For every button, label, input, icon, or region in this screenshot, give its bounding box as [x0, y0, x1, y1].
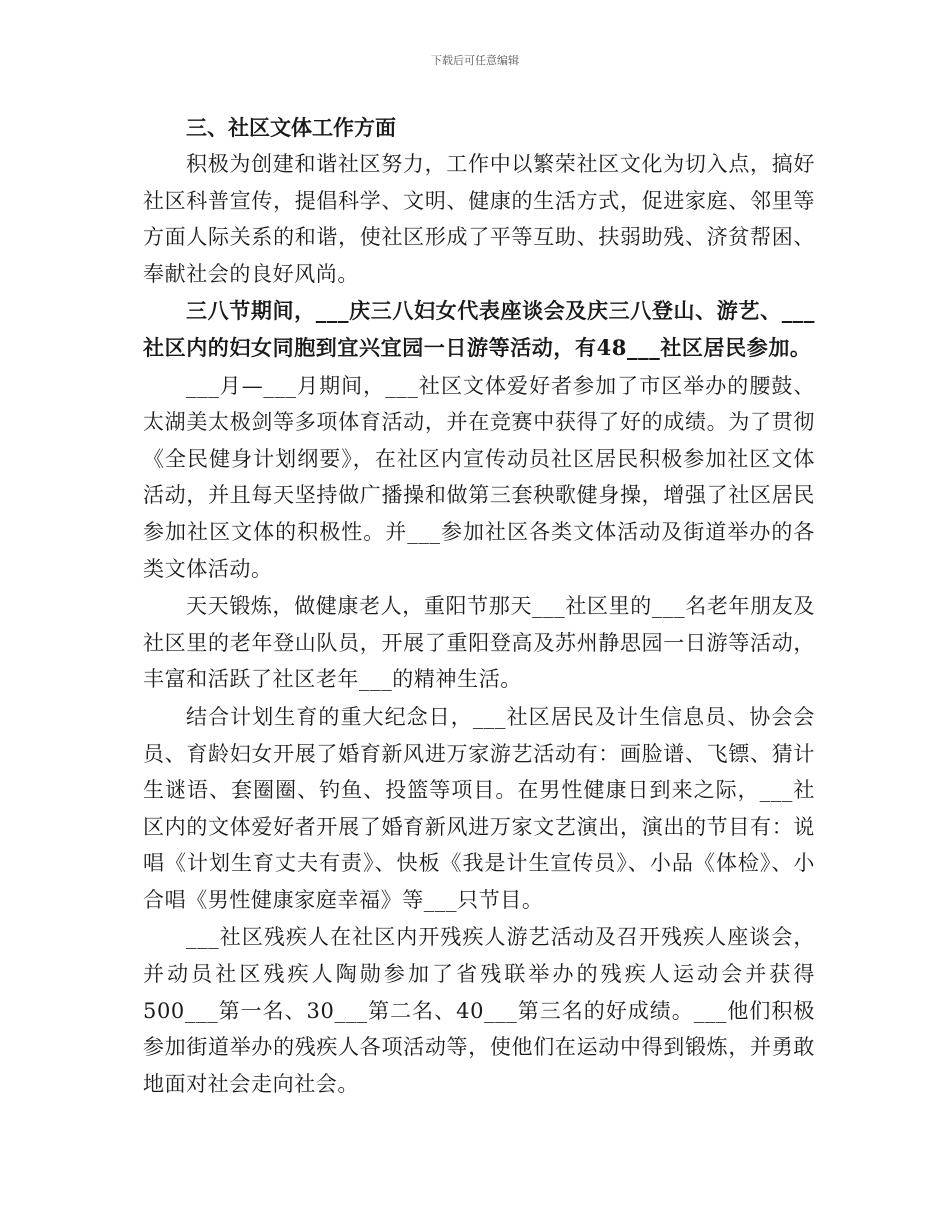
document-body [143, 109, 815, 1102]
paragraph-elderly-activities: 天天锻炼，做健康老人，重阳节那天___社区里的___名老年朋友及社区里的老年登山队员，开展了重阳登高及苏州静思园一日游等活动，丰富和活跃了社区老年___的精神生活。 [143, 594, 815, 692]
section-heading: 三、社区文体工作方面 [186, 115, 396, 140]
paragraph-intro: 积极为创建和谐社区努力，工作中以繁荣社区文化为切入点，搞好社区科普宣传，提倡科学、文明、健康的生活方式，促进家庭、邻里等方面人际关系的和谐，使社区形成了平等互助、扶弱助残、济贫帮困、奉献社会的良好风尚。 [143, 152, 815, 286]
page-header: 下载后可任意编辑 [431, 54, 519, 67]
paragraph-disabled-activities: ___社区残疾人在社区内开残疾人游艺活动及召开残疾人座谈会，并动员社区残疾人陶勋参加了省残联举办的残疾人运动会并获得500___第一名、30___第二名、40___第三名的好成绩。___他们积极参加街道举办的残疾人各项活动等，使他们在运动中得到锻炼，并勇敢地面对社会走向社会。 [143, 925, 815, 1096]
paragraph-family-planning: 结合计划生育的重大纪念日，___社区居民及计生信息员、协会会员、育龄妇女开展了婚育新风进万家游艺活动有：画脸谱、飞镖、猜计生谜语、套圈圈、钓鱼、投篮等项目。在男性健康日到来之际，___社区内的文体爱好者开展了婚育新风进万家文艺演出，演出的节目有：说唱《计划生育丈夫有责》、快板《我是计生宣传员》、小品《体检》、小合唱《男性健康家庭幸福》等___只节目。 [143, 704, 815, 912]
paragraph-sports-activities: ___月—___月期间，___社区文体爱好者参加了市区举办的腰鼓、太湖美太极剑等多项体育活动，并在竞赛中获得了好的成绩。为了贯彻《全民健身计划纲要》，在社区内宣传动员社区居民积极参加社区文体活动，并且每天坚持做广播操和做第三套秧歌健身操，增强了社区居民参加社区文体的积极性。并___参加社区各类文体活动及街道举办的各类文体活动。 [143, 373, 815, 581]
paragraph-womens-day: 三八节期间，___庆三八妇女代表座谈会及庆三八登山、游艺、___社区内的妇女同胞到宜兴宜园一日游等活动，有48___社区居民参加。 [143, 298, 815, 360]
